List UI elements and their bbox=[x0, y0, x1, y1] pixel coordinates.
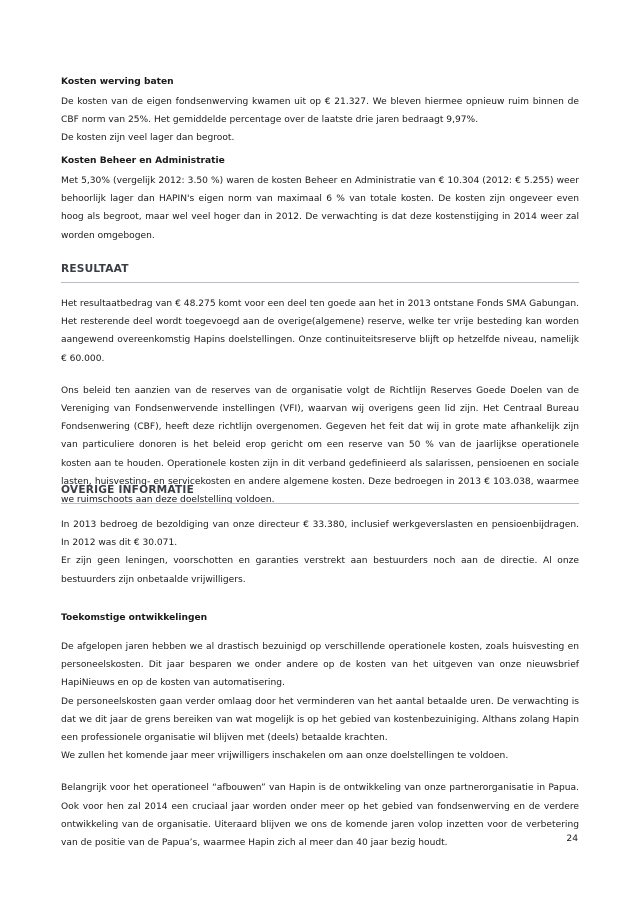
section-resultaat bbox=[61, 262, 579, 509]
paragraph: We zullen het komende jaar meer vrijwilligers inschakelen om aan onze doelstellingen te voldoen. bbox=[61, 751, 509, 762]
paragraph: De personeelskosten gaan verder omlaag door het verminderen van het aantal betaalde uren. De verwachting is dat we dit jaar de grens bereiken van wat mogelijk is op het gebied van kostenbezuiniging. Althans zolang Hapin een professionele organisatie wil blijven met (deels) betaalde krachten. bbox=[61, 696, 579, 744]
heading-divider bbox=[61, 282, 579, 283]
paragraph: Ons beleid ten aanzien van de reserves van de organisatie volgt de Richtlijn Reserves Goede Doelen van de Vereniging van Fondsenwervende instellingen (VFI), waarvan wij overigens geen lid zijn. Het Centraal Bureau Fondsenwering (CBF), heeft deze richtlijn overgenomen. Gegeven het feit dat wij in grote mate afhankelijk zijn van particuliere donoren is het beleid erop gericht om een reserve van 50 % van de jaarlijkse operationele kosten aan te houden. Operationele kosten zijn in dit verband gedefinieerd als salarissen, pensioenen en sociale lasten, huisvesting- en servicekosten en andere algemene kosten. Deze bedroegen in 2013 € 103.038, waarmee we ruimschoots aan deze doelstelling voldoen. bbox=[61, 385, 579, 506]
section-overige-informatie bbox=[61, 483, 579, 589]
page-number: 24 bbox=[566, 834, 578, 844]
section-kosten-werving bbox=[61, 75, 579, 148]
section-kosten-beheer bbox=[61, 154, 579, 245]
paragraph: In 2013 bedroeg de bezoldiging van onze directeur € 33.380, inclusief werkgeverslasten en pensioenbijdragen. In 2012 was dit € 30.071. bbox=[61, 520, 579, 549]
section-title: Toekomstige ontwikkelingen bbox=[61, 613, 208, 623]
section-toekomst bbox=[61, 611, 579, 852]
paragraph: Belangrijk voor het operationeel “afbouwen” van Hapin is de ontwikkeling van onze partnerorganisatie in Papua. Ook voor hen zal 2014 een cruciaal jaar worden onder meer op het gebied van fondsenwerving en de verdere ontwikkeling van de organisatie. Uiteraard blijven we ons de komende jaren volop inzetten voor de verbetering van de positie van de Papua’s, waarmee Hapin zich al meer dan 40 jaar bezig houdt. bbox=[61, 783, 579, 849]
paragraph: De afgelopen jaren hebben we al drastisch bezuinigd op verschillende operationele kosten, zoals huisvesting en personeelskosten. Dit jaar besparen we onder andere op de kosten van het uitgeven van onze nieuwsbrief HapiNieuws en op de kosten van automatisering. bbox=[61, 642, 579, 689]
section-heading: RESULTAAT bbox=[61, 263, 129, 275]
section-title: Kosten werving baten bbox=[61, 77, 174, 87]
section-heading: OVERIGE INFORMATIE bbox=[61, 484, 195, 496]
paragraph: De kosten van de eigen fondsenwerving kwamen uit op € 21.327. We bleven hiermee opnieuw ruim binnen de CBF norm van 25%. Het gemiddelde percentage over de laatste drie jaren bedraagt 9,97%. bbox=[61, 97, 579, 126]
heading-divider bbox=[61, 503, 579, 504]
paragraph: Het resultaatbedrag van € 48.275 komt voor een deel ten goede aan het in 2013 ontstane Fonds SMA Gabungan. Het resterende deel wordt toegevoegd aan de overige(algemene) reserve, welke ter vrije besteding kan worden aangewend overeenkomstig Hapins doelstellingen. Onze continuiteitsreserve blijft op hetzelfde niveau, namelijk € 60.000. bbox=[61, 299, 579, 364]
paragraph: Met 5,30% (vergelijk 2012: 3.50 %) waren de kosten Beheer en Administratie van € 10.304 (2012: € 5.255) weer behoorlijk lager dan HAPIN's eigen norm van maximaal 6 % van totale kosten. De kosten zijn ongeveer even hoog als begroot, maar wel veel hoger dan in 2012. De verwachting is dat deze kostenstijging in 2014 weer zal worden omgebogen. bbox=[61, 176, 579, 241]
section-title: Kosten Beheer en Administratie bbox=[61, 156, 225, 166]
paragraph: Er zijn geen leningen, voorschotten en garanties verstrekt aan bestuurders noch aan de directie. Al onze bestuurders zijn onbetaalde vrijwilligers. bbox=[61, 556, 579, 585]
paragraph: De kosten zijn veel lager dan begroot. bbox=[61, 133, 235, 144]
